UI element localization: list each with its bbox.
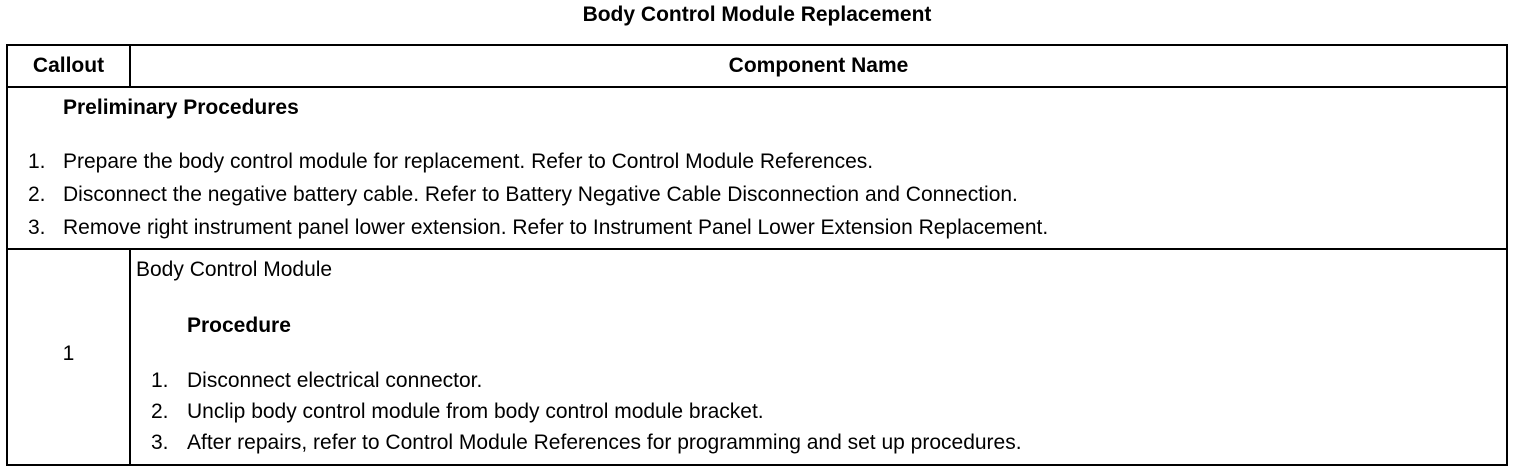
preliminary-heading: Preliminary Procedures [63,96,299,119]
column-header-callout: Callout [7,45,130,87]
step-number: 3. [151,431,169,454]
step-number: 3. [28,216,46,239]
table-row [7,249,1507,465]
component-cell [130,249,1507,465]
step-text: Unclip body control module from body control module bracket. [187,400,764,423]
step-text: Prepare the body control module for replacement. Refer to Control Module References. [63,150,874,173]
step-number: 1. [151,369,169,392]
preliminary-row [7,87,1507,249]
column-header-component-name: Component Name [130,45,1507,87]
step-number: 2. [151,400,169,423]
procedure-table [6,44,1508,466]
callout-number: 1 [62,342,75,365]
step-text: Disconnect electrical connector. [187,369,483,392]
step-text: After repairs, refer to Control Module References for programming and set up procedures. [187,431,1022,454]
page-title: Body Control Module Replacement [582,3,932,26]
step-text: Remove right instrument panel lower extension. Refer to Instrument Panel Lower Extension Replacement. [63,216,1049,239]
component-name: Body Control Module [136,258,333,281]
step-number: 1. [28,150,46,173]
procedure-heading: Procedure [187,314,291,337]
callout-cell [7,249,130,465]
step-text: Disconnect the negative battery cable. Refer to Battery Negative Cable Disconnection and Connection. [63,183,1018,206]
table-header-row [7,45,1507,87]
step-number: 2. [28,183,46,206]
preliminary-cell [7,87,1507,249]
